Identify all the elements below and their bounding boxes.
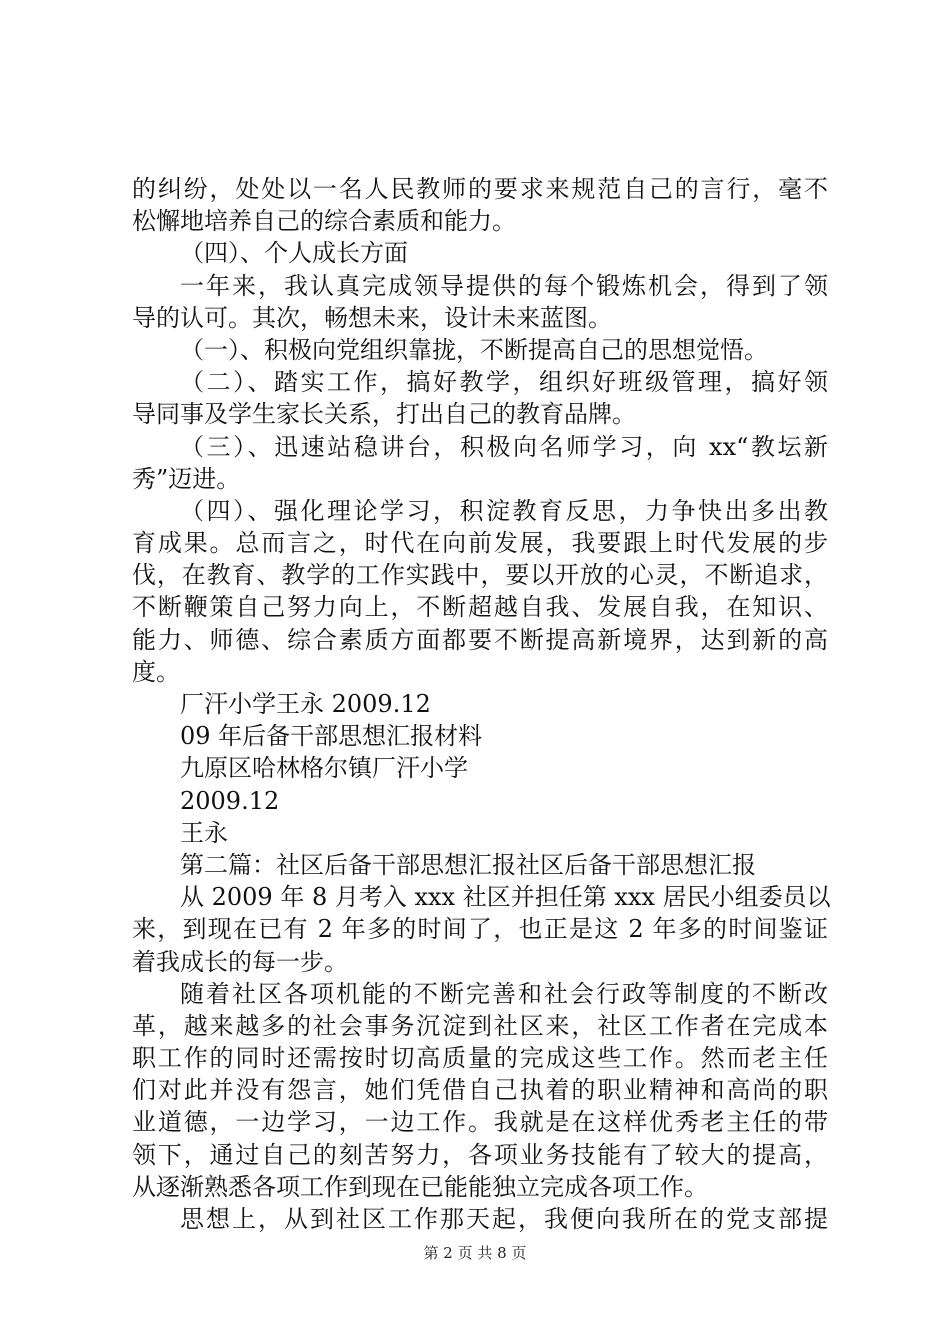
text-line: 领下，通过自己的刻苦努力，各项业务技能有了较大的提高， (132, 1140, 828, 1169)
text-line: 秀”迈进。 (132, 464, 241, 493)
text-line: 革，越来越多的社会事务沉淀到社区来，社区工作者在完成本 (132, 1011, 828, 1040)
text-line: 从 2009 年 8 月考入 xxx 社区并担任第 xxx 居民小组委员以 (180, 883, 831, 912)
text-line: 从逐渐熟悉各项工作到现在已能能独立完成各项工作。 (132, 1172, 708, 1201)
text-line: （一）、积极向党组织靠拢，不断提高自己的思想觉悟。 (180, 335, 768, 364)
text-line: 业道德，一边学习，一边工作。我就是在这样优秀老主任的带 (132, 1108, 828, 1137)
text-line: 职工作的同时还需按时切高质量的完成这些工作。然而老主任 (132, 1044, 828, 1073)
text-line: 09 年后备干部思想汇报材料 (180, 722, 483, 751)
text-line: 厂汗小学王永 2009.12 (180, 690, 431, 718)
text-line: 伐，在教育、教学的工作实践中，要以开放的心灵，不断追求， (132, 561, 828, 590)
text-line: 松懈地培养自己的综合素质和能力。 (132, 207, 516, 236)
text-line: 一年来，我认真完成领导提供的每个锻炼机会，得到了领 (180, 271, 828, 300)
text-line: 思想上，从到社区工作那天起，我便向我所在的党支部提 (180, 1205, 828, 1233)
text-line: 们对此并没有怨言，她们凭借自己执着的职业精神和高尚的职 (132, 1076, 828, 1105)
text-line: 育成果。总而言之，时代在向前发展，我要跟上时代发展的步 (132, 529, 828, 558)
text-line: 来，到现在已有 2 年多的时间了，也正是这 2 年多的时间鉴证 (132, 915, 828, 944)
text-line: 不断鞭策自己努力向上，不断超越自我、发展自我，在知识、 (132, 593, 828, 622)
text-line: 九原区哈林格尔镇厂汗小学 (180, 754, 468, 783)
text-line: 度。 (132, 657, 180, 686)
text-line: 的纠纷，处处以一名人民教师的要求来规范自己的言行，毫不 (132, 175, 828, 203)
text-line: （二）、踏实工作，搞好教学，组织好班级管理，搞好领 (180, 368, 828, 397)
text-line: 导的认可。其次，畅想未来，设计未来蓝图。 (132, 303, 612, 332)
text-line: 导同事及学生家长关系，打出自己的教育品牌。 (132, 400, 636, 429)
text-line: 着我成长的每一步。 (132, 947, 348, 976)
text-line: （三）、迅速站稳讲台，积极向名师学习，向 xx“教坛新 (180, 432, 828, 461)
document-body (132, 173, 831, 1235)
text-line: 2009.12 (180, 786, 280, 815)
text-line: 随着社区各项机能的不断完善和社会行政等制度的不断改 (180, 979, 828, 1008)
page-footer: 第 2 页 共 8 页 (423, 1244, 527, 1262)
text-line: 王永 (180, 818, 228, 847)
text-line: （四）、个人成长方面 (180, 239, 408, 268)
text-line: 能力、师德、综合素质方面都要不断提高新境界，达到新的高 (132, 625, 828, 654)
text-line: （四）、强化理论学习，积淀教育反思，力争快出多出教 (180, 496, 828, 525)
text-line: 第二篇：社区后备干部思想汇报社区后备干部思想汇报 (180, 850, 756, 879)
